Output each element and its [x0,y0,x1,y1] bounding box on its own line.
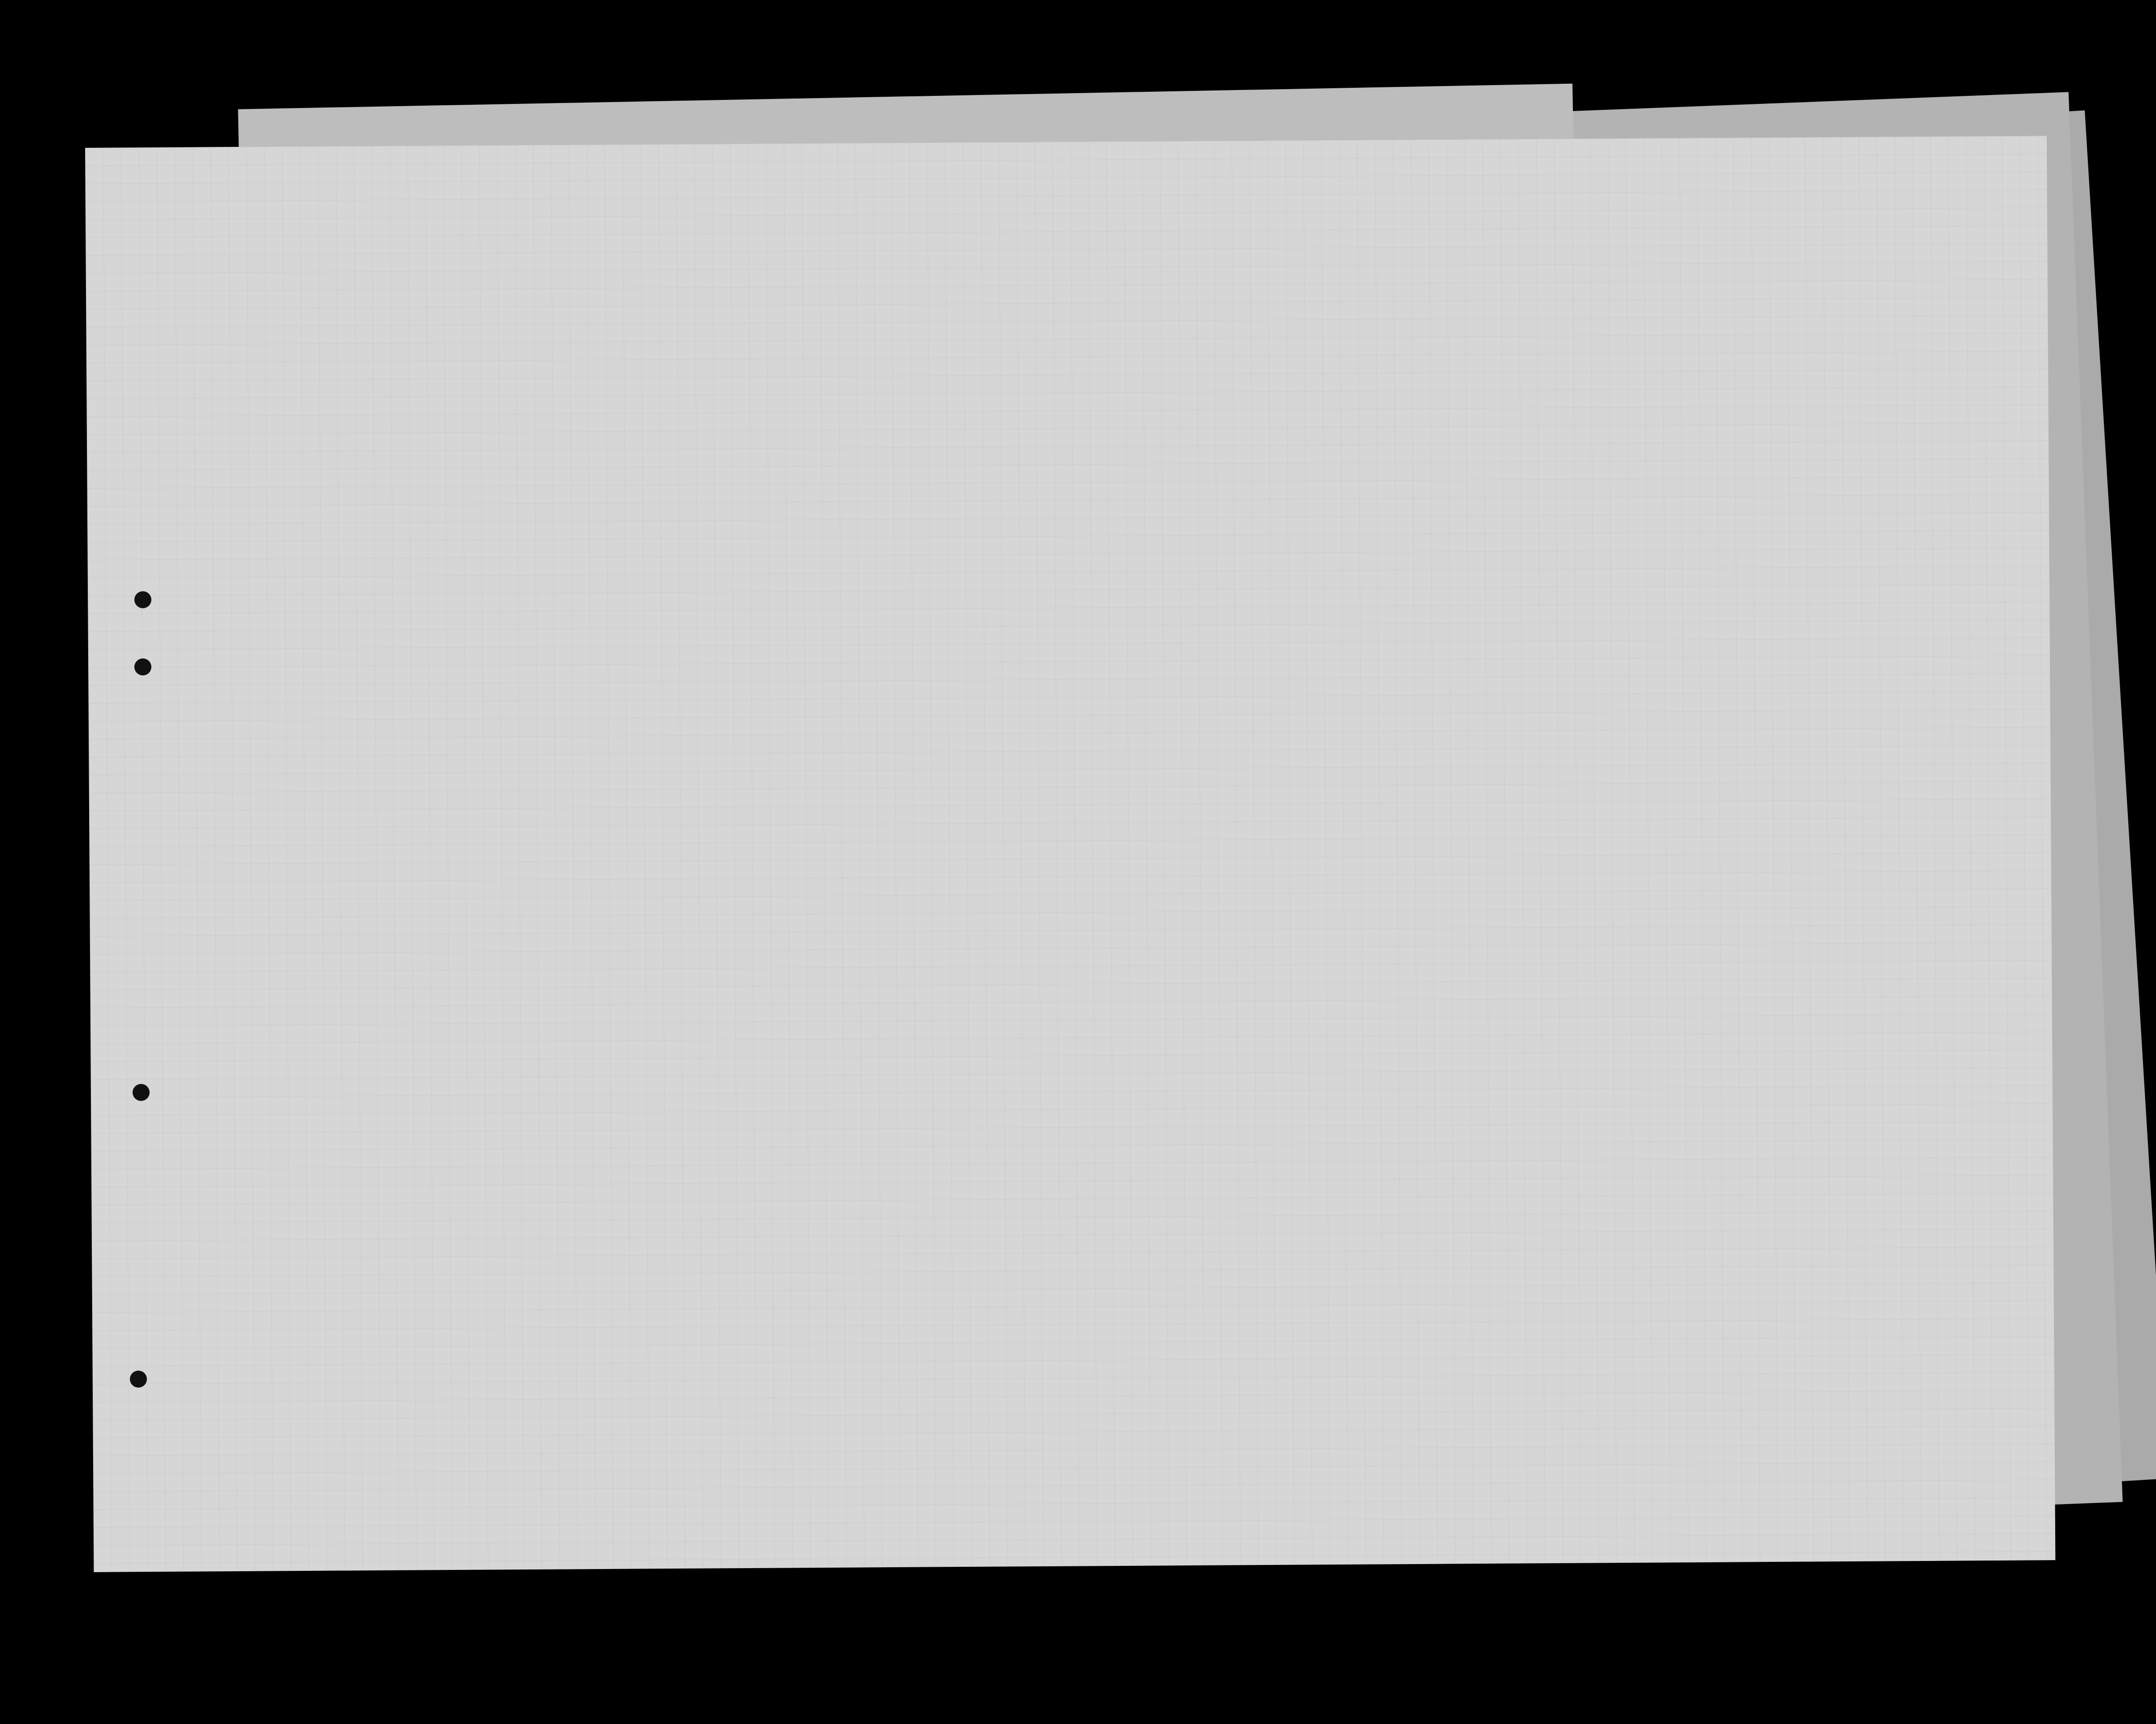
page-grid [85,136,2055,1572]
manifest-page [85,136,2055,1572]
list-number [1375,158,1381,181]
punch-hole [133,1084,150,1101]
arriving-line [144,279,661,312]
punch-hole [130,1371,147,1388]
punch-hole [134,658,151,675]
punch-hole [134,591,151,608]
